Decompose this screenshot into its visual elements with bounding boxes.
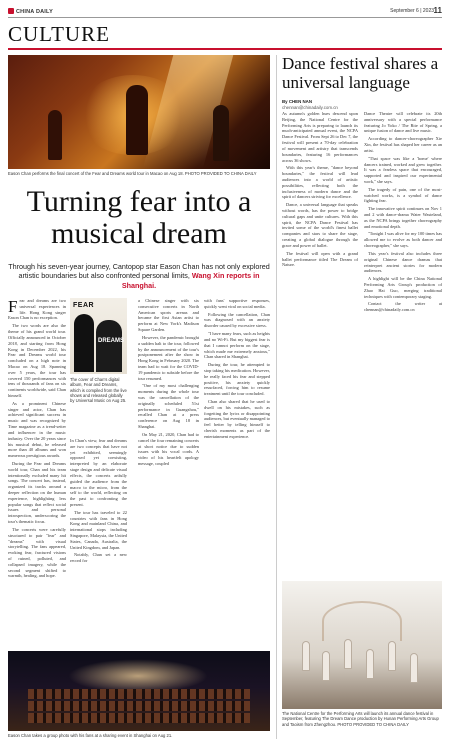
page-number: 11 bbox=[433, 6, 442, 15]
paragraph: Dance Theatre will celebrate its 20th anniversary with a special performance featuring Jo Yoko / The Rite of Spring, a unique fusion of dance and live music. bbox=[364, 111, 442, 134]
paragraph: The concerts were carefully structured to pair "fear" and "dreams" with visual storytelling. The fans appeared, evoking fear, fractured visions of ruined, polluted, and collapsed imagery, while the second segment shifted to warmth, healing, and hope. bbox=[8, 526, 66, 579]
dance-photo-caption: The National Centre for the Performing Arts will launch its annual dance festival in September, featuring The Dream Dance production by Hunan Performing Arts Group and Taoism from Zhengzhou. PHOTO PROVIDED TO CHINA DAILY bbox=[282, 711, 439, 727]
paragraph: "I have many fears, such as heights and no Wi-Fi. But my biggest fear is that I cannot perform on the stage, which made me extremely anxious," Chan shared in Shanghai. bbox=[204, 331, 270, 360]
section-title: CULTURE bbox=[8, 22, 110, 46]
paragraph: Following the cancellation, Chan was diagnosed with an anxiety disorder caused by excessive stress. bbox=[204, 311, 270, 329]
album-cover-image bbox=[70, 298, 127, 374]
paragraph: a Chinese singer with six consecutive concerts in North American sports arenas and became the first Asian artist to perform at New York's Madison Square Garden. bbox=[138, 298, 199, 333]
paragraph: With this year's theme, "dance beyond boundaries," the festival will lead audiences into a world of artistic possibilities, reflecting both the inclusiveness of modern dance and the spirit of dancers striving for excellence. bbox=[282, 165, 358, 200]
paragraph: During the Fear and Dreams world tour, Chan and his team intentionally excluded many hit songs. The concert has, instead, organized its tracks around a deeper reflection on the human experience, highlighting less popular songs that reflect social issues and personal introspection, underscoring the tour's thematic focus. bbox=[8, 460, 66, 525]
paragraph: On May 21, 2020, Chan had to cancel the four remaining concerts at short notice due to sudden issues with his vocal cords. A video of his heartfelt apology message, coupled bbox=[138, 431, 199, 466]
paragraph: In Chan's view, fear and dreams are two concepts that have not yet exhibited, seemingly opposed yet coexisting, interpreted by an elaborate stage design and delicate visual effects, the concerts artfully guided the audience from the macro to the micro, from the self to the world, reflecting on the past to confronting the present. bbox=[70, 438, 127, 507]
paragraph: The two words are also the theme of his grand world tour. Officially announced in October 2018, and starting from Hong Kong in December 2022, his Fear and Dreams world tour concluded on a high note in Macao on Aug 18. Spanning over 5 years, the tour has covered 150 performances with tens of thousands of fans on six continents worldwide, said Chan himself. bbox=[8, 323, 66, 398]
dek-byline: Wang Xin reports in Shanghai. bbox=[121, 271, 260, 290]
issue-date: September 6 | 2023 bbox=[390, 8, 434, 14]
side-headline: Dance festival shares a universal language bbox=[282, 54, 439, 92]
paragraph: Contact the writer at chennan@chinadaily.com.cn bbox=[364, 301, 442, 313]
side-column-2 bbox=[364, 111, 442, 577]
paragraph: "Tonight I was alive for my 100 times has allowed me to evolve as both dancer and choreographer," she says. bbox=[364, 231, 442, 249]
main-dek bbox=[8, 262, 270, 290]
drop-cap: F bbox=[8, 298, 18, 316]
paragraph: The tour has traveled to 22 countries with fans in Hong Kong and mainland China, and international stops including Singapore, Malaysia, the United States, Canada, Australia, the United Kingdom, and Japan. bbox=[70, 509, 127, 550]
main-headline: Turning fear into a musical dream bbox=[26, 185, 252, 250]
album-cover-caption: The cover of Chan's digital album, Fear and Dreams, which is compiled from the live shows and released globally by Universal Music on Aug 25. bbox=[70, 377, 127, 403]
concert-photo bbox=[8, 55, 270, 169]
paragraph: As a prominent Chinese singer and actor, Chan has achieved significant success in music and was recognized by Time magazine as a trend-setter and influencer in the music industry. Over the 20 years since his musical debut, he released more than 40 albums and won numerous prestigious awards. bbox=[8, 400, 66, 459]
fan-event-photo bbox=[8, 651, 270, 731]
china-daily-logo-icon bbox=[8, 8, 14, 14]
concert-photo-caption: Eason Chan performs the final concert of the Fear and Dreams world tour in Macao on Aug 18. PHOTO PROVIDED TO CHINA DAILY bbox=[8, 171, 257, 176]
header-rule bbox=[8, 17, 442, 18]
main-column-2 bbox=[70, 438, 127, 646]
main-column-4 bbox=[204, 298, 270, 646]
column-divider bbox=[276, 55, 277, 739]
paragraph: According to dancer-choreographer Xie Xin, the festival has shaped her career as an artist. bbox=[364, 136, 442, 153]
main-column-1 bbox=[8, 298, 66, 646]
side-column-1 bbox=[282, 111, 358, 577]
paragraph: This year's festival also includes three original Chinese dance dramas that reinterpret ancient stories for modern audiences. bbox=[364, 250, 442, 274]
paragraph: As autumn's golden hues descend upon Beijing, the National Centre for the Performing Arts is preparing to launch its much-anticipated annual event, the NCPA Dance Festival. From Sept 26 to Dec 7, the festival will present a 70-day celebration of movement and artistry that transcends boundaries, featuring 16 performances across 36 shows. bbox=[282, 111, 358, 163]
paragraph: Dance, a universal language that speaks without words, has the power to bridge cultural gaps and unite cultures. With this spirit, the NCPA Dance Festival has invited some of the world's finest ballet companies and stars to share the stage, creating a global dialogue through the grace and power of ballet. bbox=[282, 202, 358, 248]
paragraph: Notably, Chan set a new record for bbox=[70, 552, 127, 564]
album-cover-subtitle: DREAMS bbox=[98, 338, 125, 344]
fan-event-caption: Eason Chan takes a group photo with his fans at a sharing event in Shanghai on Aug 21. bbox=[8, 733, 173, 738]
paragraph: A highlight will be the China National Performing Arts Group's production of Zhao Hai Guo, merging traditional techniques with contemporary staging. bbox=[364, 276, 442, 299]
paragraph: "That space was like a 'home' where dancers trained, worked and grew together. It was a fearless space that encouraged, supported and inspired our experimental work," she says. bbox=[364, 155, 442, 184]
paragraph: During the tour, he attempted to stop taking his medication. However, he really faced his fear and stepped positive, his anxiety quickly resurfaced, forcing him to resume treatment until the tour concluded. bbox=[204, 362, 270, 397]
paragraph: The tragedy of pain, one of the most-watched works, is a symbol of dance fighting fear. bbox=[364, 186, 442, 204]
byline-email: chennan@chinadaily.com.cn bbox=[282, 104, 338, 110]
album-cover-title: FEAR bbox=[73, 302, 95, 309]
side-byline bbox=[282, 99, 358, 110]
paragraph: The innovative spirit continues on Nov 1 and 2 with dance-drama Water Wasteland, as the NCPA brings together choreography and emotional depth. bbox=[364, 206, 442, 229]
main-column-3 bbox=[138, 298, 199, 646]
paragraph: Fear and dreams are two universal experiences in life. Hong Kong singer Eason Chan is no exception. bbox=[8, 298, 66, 321]
paragraph: "One of my most challenging moments during the whole tour was the cancellation of the originally scheduled 51st performance in Guangzhou," recalled Chan at a press conference on Aug 18 in Shanghai. bbox=[138, 383, 199, 430]
byline-name: By CHEN NAN bbox=[282, 99, 313, 104]
section-rule bbox=[8, 48, 442, 50]
dance-photo bbox=[282, 581, 442, 709]
dek-text: Through his seven-year journey, Cantopop star Eason Chan has not only explored artistic boundaries but also confronted personal limits, bbox=[8, 262, 270, 281]
paragraph: with fans' supportive responses, quickly went viral on social media. bbox=[204, 298, 270, 309]
publication-name: CHINA DAILY bbox=[16, 9, 53, 15]
paragraph: The festival will open with a grand ballet performance titled The Dream of Nature. bbox=[282, 250, 358, 268]
paragraph: Chan also shared that he used to dwell on his mistakes, such as forgetting the lyrics or disappointing audiences, but eventually managed to feel better by telling himself to cherish moments as part of the entertainment experience. bbox=[204, 399, 270, 439]
publication-logo bbox=[8, 8, 53, 15]
paragraph: However, the pandemic brought a sudden halt to the tour, followed by the announcement of the tour's postponement after the show in Hong Kong in February 2020. The team had to wait for the COVID-19 pandemic to subside before the tour resumed. bbox=[138, 334, 199, 381]
